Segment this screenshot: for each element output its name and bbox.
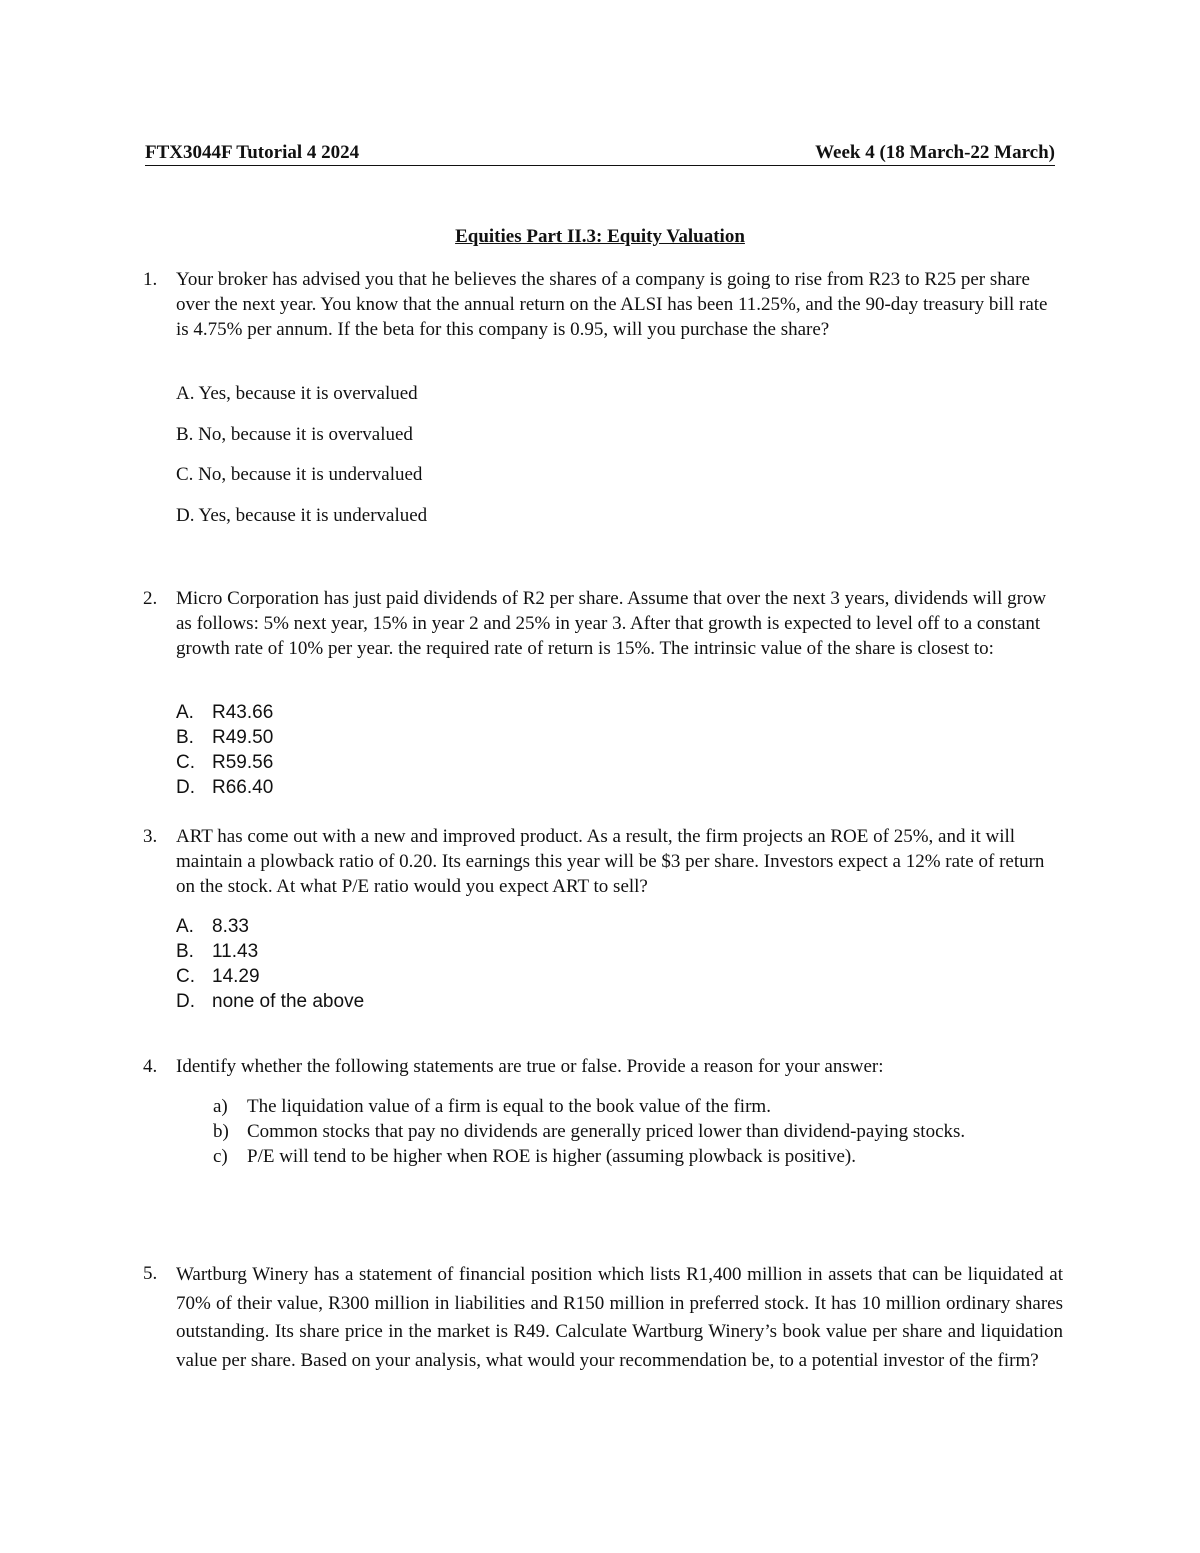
option-a: A. Yes, because it is overvalued xyxy=(176,383,418,404)
statement-b: b) Common stocks that pay no dividends are generally priced lower than dividend-paying stocks. xyxy=(213,1121,966,1142)
section-title-text: Equities Part II.3: Equity Valuation xyxy=(455,226,745,247)
statement-c: c) P/E will tend to be higher when ROE is higher (assuming plowback is positive). xyxy=(213,1146,856,1167)
option-a: A. R43.66 xyxy=(176,702,274,723)
question-3 xyxy=(143,824,1063,899)
question-text: ART has come out with a new and improved product. As a result, the firm projects an ROE of 25%, and it will maintain a plowback ratio of 0.20. Its earnings this year will be $3 per share. Investors expect a 12% rate of return on the stock. At what P/E ratio would you expect ART to sell? xyxy=(176,826,1045,897)
question-1 xyxy=(143,267,1063,342)
option-d: D. R66.40 xyxy=(176,777,274,798)
option-b: B. 11.43 xyxy=(176,941,259,962)
question-4 xyxy=(143,1054,1063,1079)
question-text: Your broker has advised you that he believes the shares of a company is going to rise from R23 to R25 per share over the next year. You know that the annual return on the ALSI has been 11.25%, and the 90-day treasury bill rate is 4.75% per annum. If the beta for this company is 0.95, will you purchase the share? xyxy=(176,269,1048,340)
question-1-options xyxy=(176,381,427,543)
option-b: B. R49.50 xyxy=(176,727,274,748)
option-c: C. R59.56 xyxy=(176,752,274,773)
option-d: D. none of the above xyxy=(176,991,365,1012)
question-number: 1. xyxy=(143,269,158,290)
question-text: Wartburg Winery has a statement of financial position which lists R1,400 million in assets that can be liquidated at 70% of their value, R300 million in liabilities and R150 million in preferred stock. It has 10 million ordinary shares outstanding. Its share price in the market is R49. Calculate Wartburg Winery’s book value per share and liquidation value per share. Based on your analysis, what would your recommendation be, to a potential investor of the firm? xyxy=(176,1264,1063,1371)
week-label: Week 4 (18 March-22 March) xyxy=(815,142,1055,163)
question-number: 3. xyxy=(143,826,158,847)
question-5 xyxy=(143,1261,1063,1375)
page-header xyxy=(145,142,1055,166)
question-4-statements xyxy=(213,1094,1013,1169)
question-text: Identify whether the following statements are true or false. Provide a reason for your answer: xyxy=(176,1056,884,1077)
question-2-options xyxy=(176,700,273,800)
question-number: 2. xyxy=(143,588,158,609)
option-c: C. 14.29 xyxy=(176,966,260,987)
option-b: B. No, because it is overvalued xyxy=(176,423,413,445)
question-text: Micro Corporation has just paid dividends of R2 per share. Assume that over the next 3 years, dividends will grow as follows: 5% next year, 15% in year 2 and 25% in year 3. After that growth is expected to level off to a constant growth rate of 10% per year. the required rate of return is 15%. The intrinsic value of the share is closest to: xyxy=(176,588,1047,659)
question-2 xyxy=(143,586,1063,661)
option-c: C. No, because it is undervalued xyxy=(176,464,423,485)
course-title: FTX3044F Tutorial 4 2024 xyxy=(145,142,360,163)
question-number: 5. xyxy=(143,1263,158,1284)
section-title xyxy=(0,226,1200,248)
option-a: A. 8.33 xyxy=(176,916,249,937)
option-d: D. Yes, because it is undervalued xyxy=(176,504,428,526)
question-3-options xyxy=(176,914,364,1014)
statement-a: a) The liquidation value of a firm is equal to the book value of the firm. xyxy=(213,1096,771,1117)
question-number: 4. xyxy=(143,1056,158,1077)
